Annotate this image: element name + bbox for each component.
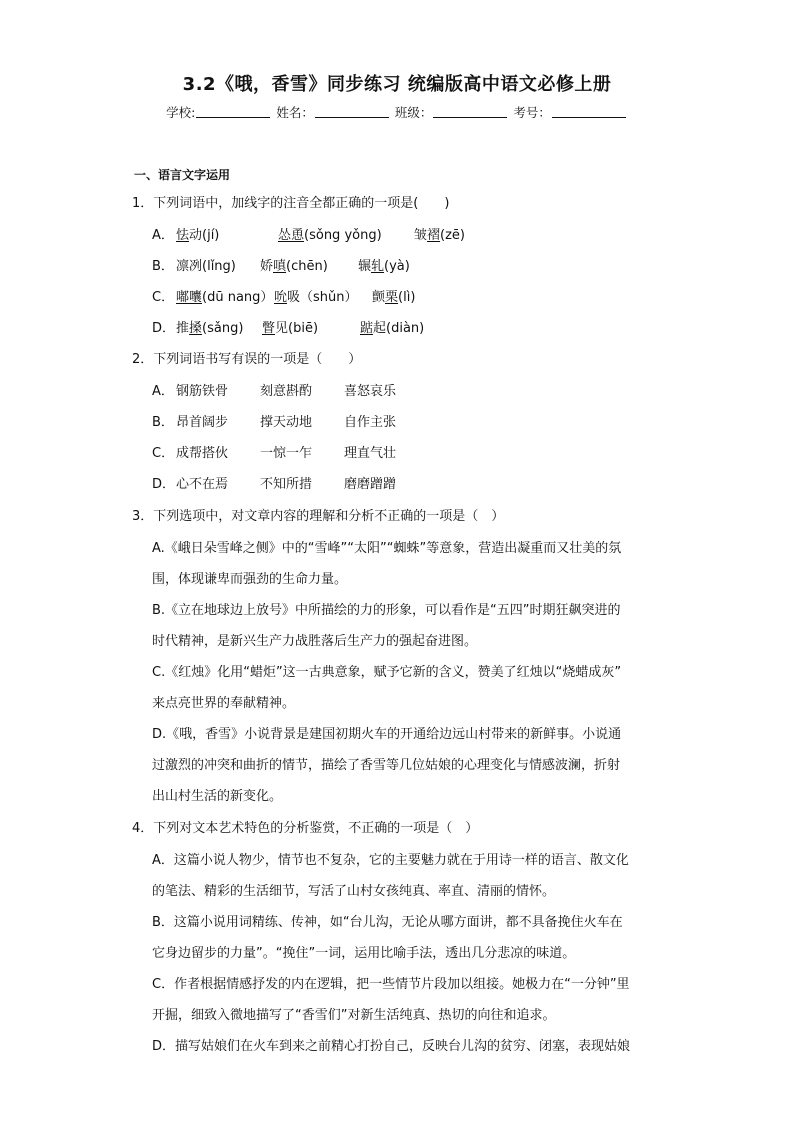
question-3-option-c-cont: 来点亮世界的奉献精神。 (152, 696, 296, 711)
school-label: 学校: (166, 105, 196, 120)
option-word: 心不在焉 (176, 477, 229, 492)
name-blank[interactable] (315, 104, 389, 118)
question-4-option-c-cont: 开掘，细致入微地描写了“香雪们”对新生活纯真、热切的向往和追求。 (152, 1008, 556, 1023)
class-label: 班级： (394, 105, 433, 120)
option-word: 不知所措 (260, 477, 313, 492)
page-title: 3.2《哦，香雪》同步练习 统编版高中语文必修上册 (182, 74, 612, 95)
exam-number-label: 考号： (513, 105, 551, 120)
question-3-option-d-cont: 过激烈的冲突和曲折的情节，描绘了香雪等几位姑娘的心理变化与情感波澜，折射 (152, 758, 621, 773)
option-label: C． (152, 290, 175, 305)
option-label: C． (152, 446, 175, 461)
option-word: 理直气壮 (344, 446, 397, 461)
option-word: 吮吸（shǔn） (274, 290, 358, 305)
question-4-option-b-cont: 它身边留步的力量”。“挽住”一词，运用比喻手法，透出几分悲凉的味道。 (152, 946, 576, 961)
option-label: B． (152, 259, 174, 274)
option-word: 娇嗔(chēn) (260, 259, 328, 274)
option-word: 凛冽(lǐng) (176, 259, 236, 274)
question-1-stem: 1．下列词语中，加线字的注音全都正确的一项是( ) (132, 196, 450, 211)
question-3-option-a: A.《峨日朵雪峰之侧》中的“雪峰”“太阳”“蜘蛛”等意象，营造出凝重而又壮美的氛 (152, 541, 622, 556)
question-4-option-a-cont: 的笔法、精彩的生活细节，写活了山村女孩纯真、率直、清丽的情怀。 (152, 884, 556, 899)
option-word: 喜怒哀乐 (344, 384, 397, 399)
question-3-option-a-cont: 围，体现谦卑而强劲的生命力量。 (152, 572, 348, 587)
section-heading: 一、语言文字运用 (134, 168, 231, 182)
school-blank[interactable] (196, 104, 270, 118)
option-word: 成帮搭伙 (176, 446, 229, 461)
question-3-option-b: B.《立在地球边上放号》中所描绘的力的形象，可以看作是“五四”时期狂飙突进的 (152, 603, 621, 618)
option-label: B． (152, 415, 174, 430)
option-word: 一惊一乍 (260, 446, 313, 461)
class-blank[interactable] (433, 104, 507, 118)
option-label: D． (152, 321, 176, 336)
question-3-stem: 3．下列选项中，对文章内容的理解和分析不正确的一项是（ ） (132, 509, 505, 524)
student-info-row (0, 103, 794, 121)
option-label: A． (152, 384, 174, 399)
name-label: 姓名： (276, 105, 314, 120)
option-word: 皱褶(zē) (414, 228, 465, 243)
question-4-option-b: B．这篇小说用词精练、传神，如“台儿沟，无论从哪方面讲，都不具备挽住火车在 (152, 915, 623, 930)
option-word: 磨磨蹭蹭 (344, 477, 397, 492)
option-word: 怂恿(sǒng yǒng) (278, 228, 382, 243)
option-word: 辗轧(yà) (358, 259, 410, 274)
option-word: 昂首阔步 (176, 415, 229, 430)
question-3-option-b-cont: 时代精神，是新兴生产力战胜落后生产力的强起奋进图。 (152, 634, 478, 649)
option-label: A． (152, 228, 174, 243)
question-3-option-d-cont: 出山村生活的新变化。 (152, 789, 283, 804)
question-4-stem: 4．下列对文本艺术特色的分析鉴赏，不正确的一项是（ ） (132, 821, 479, 836)
option-word: 钢筋铁骨 (176, 384, 229, 399)
question-4-option-a: A．这篇小说人物少，情节也不复杂，它的主要魅力就在于用诗一样的语言、散文化 (152, 853, 629, 868)
option-word: 推搡(sǎng) (176, 321, 244, 336)
option-word: 瞥见(biē) (262, 321, 319, 336)
option-label: D． (152, 477, 176, 492)
question-2-stem: 2．下列词语书写有误的一项是（ ） (132, 352, 362, 367)
option-word: 踮起(diàn) (360, 321, 425, 336)
exam-number-blank[interactable] (552, 104, 626, 118)
question-4-option-d: D．描写姑娘们在火车到来之前精心打扮自己，反映台儿沟的贫穷、闭塞，表现姑娘 (152, 1039, 631, 1054)
question-3-option-c: C.《红烛》化用“蜡炬”这一古典意象，赋予它新的含义，赞美了红烛以“烧蜡成灰” (152, 665, 622, 680)
option-word: 嘟囔(dū nang） (176, 290, 274, 305)
option-word: 自作主张 (344, 415, 397, 430)
option-word: 颤栗(lì) (372, 290, 416, 305)
option-word: 刻意斟酌 (260, 384, 313, 399)
question-4-option-c: C．作者根据情感抒发的内在逻辑，把一些情节片段加以组接。她极力在“一分钟”里 (152, 977, 630, 992)
question-3-option-d: D.《哦，香雪》小说背景是建国初期火车的开通给边远山村带来的新鲜事。小说通 (152, 727, 622, 742)
option-word: 怯动(jí) (176, 228, 220, 243)
option-word: 撑天动地 (260, 415, 313, 430)
